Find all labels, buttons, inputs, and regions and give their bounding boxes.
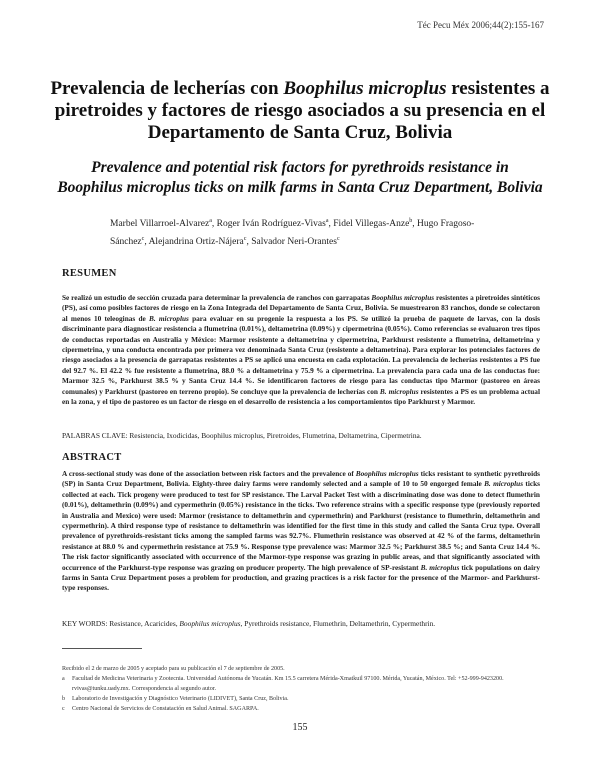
abstract-body: A cross-sectional study was done of the association between risk factors and the prevalence of Boophilus microplus ticks resistant to synthetic pyrethroids (SP) in Santa Cruz Department, Bolivia. Eighty-three dairy farms were randomly selected and a sample of 10 to 50 engorged female B. microplus ticks collected at each. Tick progeny were produced to test for SP resistance. The Larval Packet Test with a discriminating dose was done to detect flumethrin (0.01%), deltamethrin (0.09%) and cypermethrin (0.05%) resistance in the ticks. Two reference strains with a specific response type (previously reported in Australia and Mexico) were used: Marmor (resistance to deltamethrin and cypermethrin) and Parkhurst (resistance to flumethrin, deltamethrin and cypermethrin). A third response type of resistance to deltamethrin was identified for the first time in this study and called the Santa Cruz type. Overall prevalence of pyrethroids-resistant ticks among the sampled farms was 92.7%. Flumethrin resistance was observed at 42 % of the farms, deltamethrin resistance at 88.0 % and cypermethrin resistance at 75.9 %. Response type prevalence was: Marmor 32.5 %; Parkhurst 38.5 %; and Santa Cruz 14.4 %. The risk factor significantly associated with occurrence of the Marmor-type response was grazing in public areas, and that significantly associated with occurrence of the Parkhurst-type response was grazing on producer property. The high prevalence of SP-resistant B. microplus tick populations on dairy farms in Santa Cruz Department poses a problem for production, and grazing practices is a risk factor for the presence of the Marmor- and Parkhurst-type responses. bbox=[62, 469, 540, 593]
author: Alejandrina Ortiz-Nájera$^c$ bbox=[148, 236, 247, 248]
palabras-clave bbox=[62, 431, 540, 441]
resumen-heading: RESUMEN bbox=[62, 268, 117, 279]
palabras-clave-text: Resistencia, Ixodicidas, Boophilus microplus, Piretroides, Flumetrina, Deltametrina, Cipermetrina. bbox=[127, 431, 422, 440]
journal-reference: Téc Pecu Méx 2006;44(2):155-167 bbox=[417, 20, 544, 30]
resumen-body: Se realizó un estudio de sección cruzada para determinar la prevalencia de ranchos con garrapatas Boophilus microplus resistentes a piretroides sintéticos (PS), así como posibles factores de riesgo en la Zona Integrada del Departamento de Santa Cruz, Bolivia. Se muestrearon 83 ranchos, donde se colectaron al menos 10 teleoginas de B. microplus para evaluar en su progenie la respuesta a los PS. Se utilizó la prueba de paquete de larvas, con la dosis discriminante para diagnosticar resistencia a flumetrina (0.01%), deltametrina (0.09%) y cipermetrina (0.05%). Como referencias se evaluaron tres tipos de conductas reportadas en Australia y México: Marmor resistente a deltametrina y cipermetrina, Parkhurst resistente a flumetrina, deltametrina y cipermetrina, y una conducta encontrada por primera vez denominada Santa Cruz (resistente a deltametrina). Para explorar los potenciales factores de riesgo asociados a la presencia de garrapatas resistentes a PS se aplicó una encuesta en cada explotación. La prevalencia de lecherías resistentes a PS fue del 92.7 %. El 42.2 % fue resistente a flumetrina, 88.0 % a deltametrina y 75.9 % a cipermetrina. La prevalencia para cada una de las conductas fue: Marmor 32.5 %, Parkhurst 38.5 % y Santa Cruz 14.4 %. Se identificaron factores de riesgo para las conductas tipo Marmor (pastoreo en áreas comunales) y Parkhurst (pastoreo en terreno propio). Se concluye que la prevalencia de lecherías con B. microplus resistentes a PS es un problema actual en la zona, y el tipo de pastoreo es un factor de riesgo en el desarrollo de resistencia a los comportamientos tipo Parkhurst y Marmor. bbox=[62, 293, 540, 407]
author: Hugo Fragoso-Sánchez$^c$ bbox=[110, 219, 475, 248]
palabras-clave-label: PALABRAS CLAVE: bbox=[62, 431, 128, 440]
title-en-species: Boophilus microplus bbox=[57, 179, 191, 196]
received-note: Recibido el 2 de marzo de 2005 y aceptado para su publicación el 7 de septiembre de 2005. bbox=[62, 666, 285, 672]
key-words-label: KEY WORDS: bbox=[62, 619, 108, 628]
title-es-species: Boophilus microplus bbox=[283, 78, 447, 99]
page-number: 155 bbox=[292, 722, 308, 733]
author: Fidel Villegas-Anze$^b$ bbox=[333, 218, 413, 230]
footnotes bbox=[62, 664, 540, 714]
title-en-line-1: Prevalence and potential risk factors for pyrethroids resistance in bbox=[91, 159, 509, 176]
title-en-text-2: ticks on milk farms in Santa Cruz Department, Bolivia bbox=[190, 179, 543, 196]
footnote-divider bbox=[62, 648, 142, 649]
abstract-heading: ABSTRACT bbox=[62, 452, 122, 463]
author: Roger Iván Rodríguez-Vivas$^a$ bbox=[216, 218, 329, 230]
title-es-text-2: resistentes a piretroides y factores de riesgo asociados a su presencia en el Departamento de Santa Cruz, Bolivia bbox=[54, 78, 550, 143]
footnote-b: b Laboratorio de Investigación y Diagnóstico Veterinario (LIDIVET), Santa Cruz, Bolivia. bbox=[62, 696, 289, 702]
title-english bbox=[50, 158, 550, 198]
author: Marbel Villarroel-Alvarez$^a$ bbox=[110, 218, 212, 230]
footnote-a: a Facultad de Medicina Veterinaria y Zootecnia. Universidad Autónoma de Yucatán. Km 15.5 carretera Mérida-Xmatkuil 97100. Mérida, Yucatán, México. Tel: +52-999-9423200. rvivas@tunku.uady.mx. Correspondencia al segundo autor. bbox=[62, 676, 504, 692]
author: Salvador Neri-Orantes$^c$ bbox=[251, 236, 340, 248]
title-es-text-1: Prevalencia de lecherías con bbox=[50, 78, 284, 99]
title-spanish bbox=[50, 78, 550, 144]
author-list: Marbel Villarroel-Alvarez$^a$, Roger Iván Rodríguez-Vivas$^a$, Fidel Villegas-Anze$^b$, Hugo Fragoso-Sánchez$^c$, Alejandrina Ortiz-Nájera$^c$, Salvador Neri-Orantes$^c$ bbox=[110, 218, 475, 248]
footnote-c: c Centro Nacional de Servicios de Constatación en Salud Animal. SAGARPA. bbox=[62, 706, 259, 712]
key-words: KEY WORDS: Resistance, Acaricides, Boophilus microplus, Pyrethroids resistance, Flumethrin, Deltamethrin, Cypermethrin. bbox=[62, 619, 436, 628]
